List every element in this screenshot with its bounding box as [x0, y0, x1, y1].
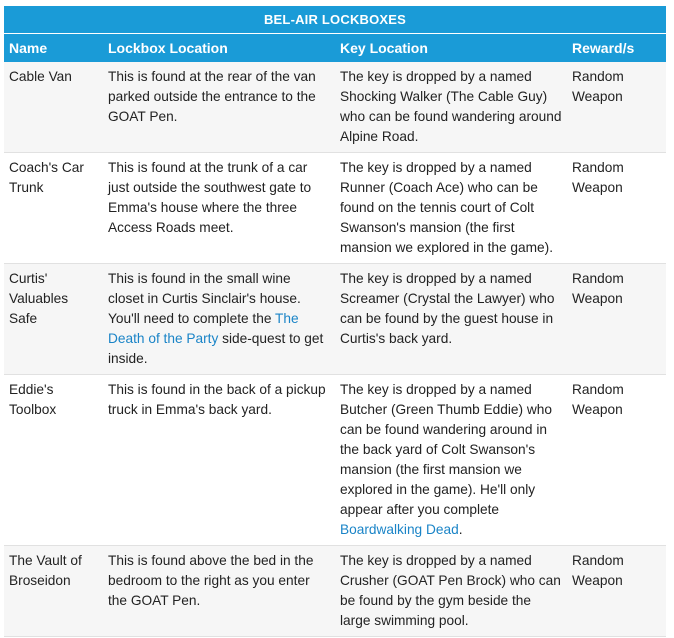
table-row [4, 264, 666, 375]
lockbox-table [4, 6, 666, 637]
cell-name: Eddie's Toolbox [4, 375, 103, 546]
lockbox-text-before: This is found in the small wine closet in Curtis Sinclair's house. You'll need to complete the [108, 271, 301, 326]
cell-reward: Random Weapon [567, 264, 666, 375]
cell-lockbox-location [103, 264, 335, 375]
header-lockbox-location: Lockbox Location [103, 34, 335, 63]
table-header-row [4, 34, 666, 63]
cell-key-location: The key is dropped by a named Shocking Walker (The Cable Guy) who can be found wandering around Alpine Road. [335, 62, 567, 153]
table-row [4, 62, 666, 153]
cell-reward: Random Weapon [567, 153, 666, 264]
cell-reward: Random Weapon [567, 62, 666, 153]
cell-key-location: The key is dropped by a named Crusher (GOAT Pen Brock) who can be found by the gym beside the large swimming pool. [335, 546, 567, 637]
cell-lockbox-location: This is found in the back of a pickup truck in Emma's back yard. [103, 375, 335, 546]
cell-key-location: The key is dropped by a named Screamer (Crystal the Lawyer) who can be found by the guest house in Curtis's back yard. [335, 264, 567, 375]
header-key-location: Key Location [335, 34, 567, 63]
death-of-the-party-link[interactable]: The Death of the Party [108, 311, 299, 346]
key-text-after: . [458, 522, 463, 537]
cell-name: Curtis' Valuables Safe [4, 264, 103, 375]
table-title-row [4, 6, 666, 34]
cell-name: Coach's Car Trunk [4, 153, 103, 264]
table-title: BEL-AIR LOCKBOXES [4, 6, 666, 34]
cell-reward: Random Weapon [567, 546, 666, 637]
cell-lockbox-location: This is found at the rear of the van parked outside the entrance to the GOAT Pen. [103, 62, 335, 153]
cell-name: Cable Van [4, 62, 103, 153]
cell-lockbox-location: This is found at the trunk of a car just outside the southwest gate to Emma's house where the three Access Roads meet. [103, 153, 335, 264]
header-name: Name [4, 34, 103, 63]
table-row [4, 546, 666, 637]
cell-name: The Vault of Broseidon [4, 546, 103, 637]
table-row [4, 375, 666, 546]
cell-key-location [335, 375, 567, 546]
table-row [4, 153, 666, 264]
boardwalking-dead-link[interactable]: Boardwalking Dead [340, 522, 459, 537]
lockbox-table-container [4, 6, 666, 637]
cell-reward: Random Weapon [567, 375, 666, 546]
cell-lockbox-location: This is found above the bed in the bedroom to the right as you enter the GOAT Pen. [103, 546, 335, 637]
header-rewards: Reward/s [567, 34, 666, 63]
lockbox-text-after: side-quest to get inside. [108, 331, 324, 366]
key-text-before: The key is dropped by a named Butcher (Green Thumb Eddie) who can be found wandering around in the back yard of Colt Swanson's mansion (the first mansion we explored in the game). He'll only appear after you complete [340, 382, 553, 517]
cell-key-location: The key is dropped by a named Runner (Coach Ace) who can be found on the tennis court of Colt Swanson's mansion (the first mansion we explored in the game). [335, 153, 567, 264]
